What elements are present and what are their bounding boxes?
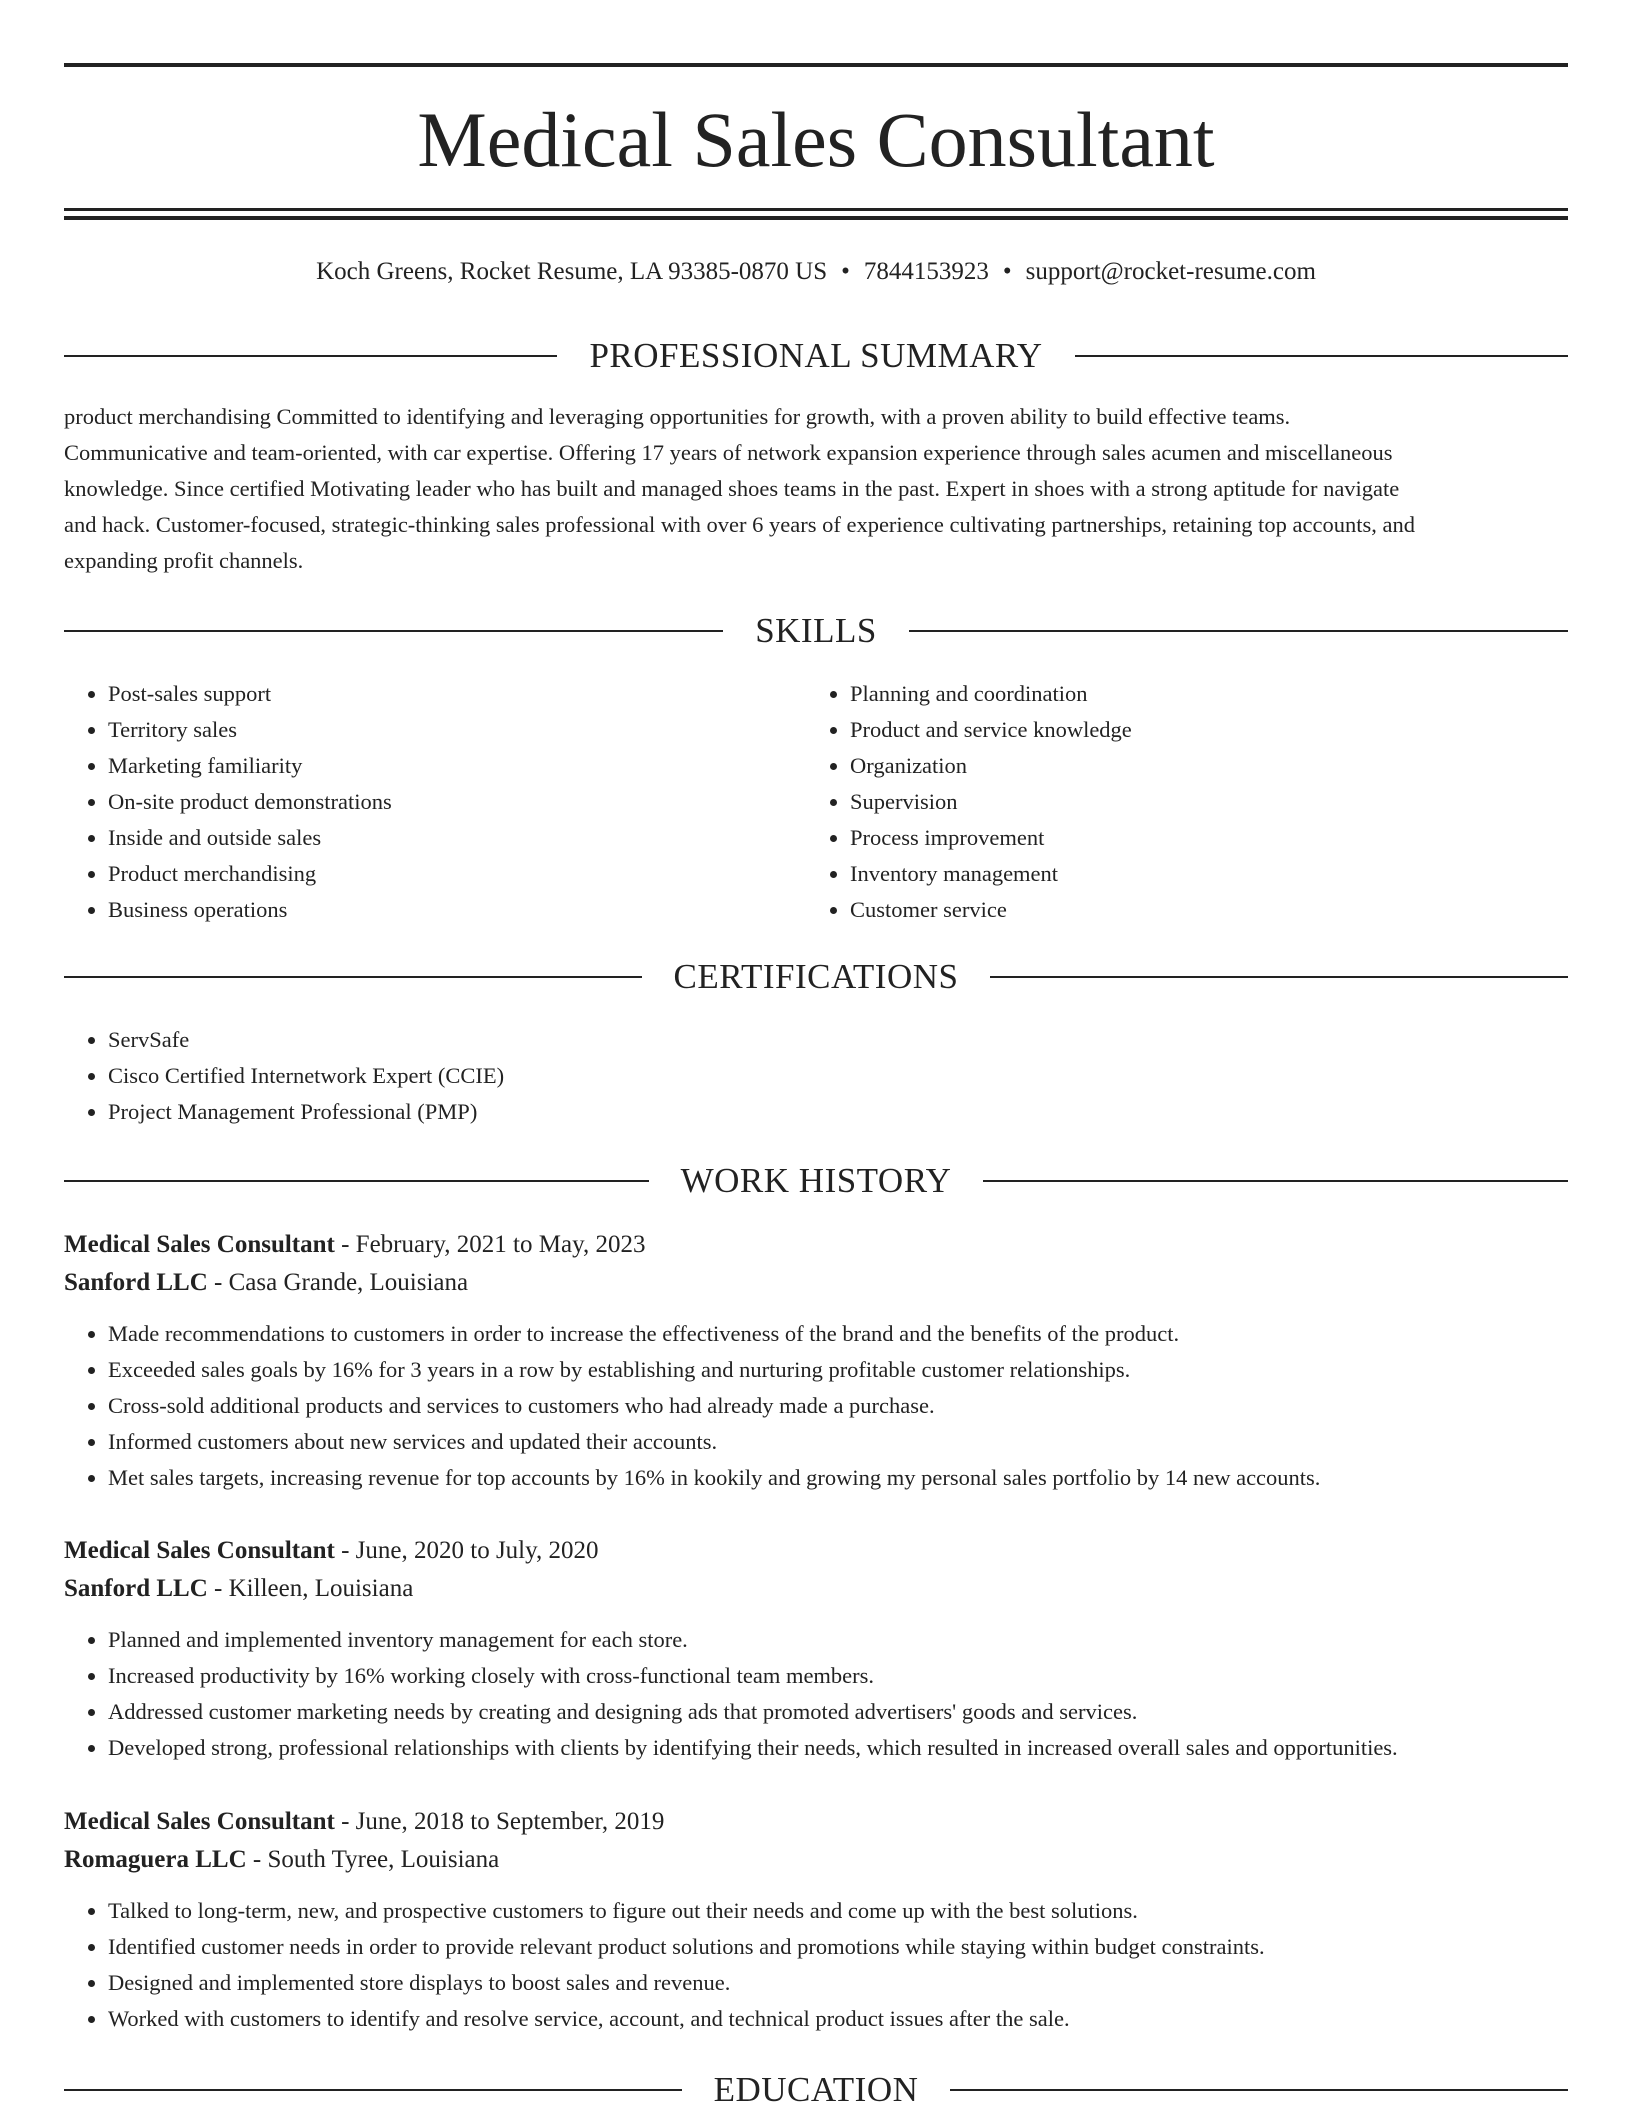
- job-bullet: • Made recommendations to customers in order to increase the effectiveness of the brand and the benefits of the product.: [108, 1316, 1568, 1352]
- job-company: Sanford LLC: [64, 1575, 208, 1602]
- job-title-line: [64, 1226, 1568, 1264]
- job-entry: [64, 1532, 1568, 1766]
- skill-item: • Post-sales support: [108, 676, 804, 712]
- contact-address: Koch Greens, Rocket Resume, LA 93385-0870 US: [316, 258, 828, 285]
- section-divider: [64, 976, 642, 978]
- job-role: Medical Sales Consultant: [64, 1537, 335, 1564]
- summary-line: knowledge. Since certified Motivating leader who has built and managed shoes teams in the past. Expert in shoes with a strong aptitude for navigate: [64, 476, 1400, 501]
- section-header-summary: [64, 334, 1568, 378]
- job-title-line: [64, 1803, 1568, 1841]
- job-bullet: • Informed customers about new services and updated their accounts.: [108, 1424, 1568, 1460]
- job-company: Romaguera LLC: [64, 1846, 247, 1873]
- summary-line: and hack. Customer-focused, strategic-thinking sales professional with over 6 years of experience cultivating partnerships, retaining top accounts, and: [64, 512, 1416, 537]
- job-company-line: [64, 1570, 1568, 1608]
- section-divider: [950, 2089, 1568, 2091]
- job-location: - South Tyree, Louisiana: [246, 1846, 500, 1873]
- skill-item: • Marketing familiarity: [108, 748, 804, 784]
- section-divider: [64, 2089, 682, 2091]
- job-role: Medical Sales Consultant: [64, 1231, 335, 1258]
- skill-item: • Business operations: [108, 892, 804, 928]
- section-divider: [909, 630, 1568, 632]
- job-bullet: • Worked with customers to identify and resolve service, account, and technical product issues after the sale.: [108, 2001, 1568, 2037]
- contact-separator: •: [841, 258, 850, 285]
- section-divider: [990, 976, 1568, 978]
- section-title: WORK HISTORY: [680, 1161, 952, 1200]
- section-divider: [1075, 355, 1568, 357]
- skill-item: • Product merchandising: [108, 856, 804, 892]
- job-bullet: • Met sales targets, increasing revenue for top accounts by 16% in kookily and growing my personal sales portfolio by 14 new accounts.: [108, 1460, 1568, 1496]
- section-title: EDUCATION: [713, 2070, 919, 2109]
- skills-column-left: [64, 676, 804, 928]
- job-dates: - June, 2020 to July, 2020: [334, 1537, 599, 1564]
- section-header-education: [64, 2068, 1568, 2112]
- contact-line: [64, 254, 1568, 290]
- skill-item: • Product and service knowledge: [850, 712, 1546, 748]
- certification-item: • Cisco Certified Internetwork Expert (CCIE): [108, 1058, 1568, 1094]
- job-bullet: • Exceeded sales goals by 16% for 3 years in a row by establishing and nurturing profitable customer relationships.: [108, 1352, 1568, 1388]
- section-divider: [983, 1180, 1568, 1182]
- skill-item: • Customer service: [850, 892, 1546, 928]
- section-divider: [64, 355, 557, 357]
- job-entry: [64, 1803, 1568, 2037]
- job-dates: - February, 2021 to May, 2023: [334, 1231, 646, 1258]
- section-title: SKILLS: [755, 611, 877, 650]
- summary-line: Communicative and team-oriented, with car expertise. Offering 17 years of network expansion experience through sales acumen and miscellaneous: [64, 440, 1393, 465]
- resume-title: Medical Sales Consultant: [417, 96, 1215, 183]
- contact-phone: 7844153923: [863, 258, 989, 285]
- skill-item: • Inventory management: [850, 856, 1546, 892]
- contact-email: support@rocket-resume.com: [1025, 258, 1316, 285]
- section-divider: [64, 1180, 649, 1182]
- skill-item: • Supervision: [850, 784, 1546, 820]
- job-location: - Casa Grande, Louisiana: [207, 1269, 469, 1296]
- section-divider: [64, 630, 723, 632]
- skill-item: • Inside and outside sales: [108, 820, 804, 856]
- contact-separator: •: [1002, 258, 1012, 285]
- section-header-skills: [64, 609, 1568, 653]
- job-title-line: [64, 1532, 1568, 1570]
- job-bullet: • Developed strong, professional relationships with clients by identifying their needs, which resulted in increased overall sales and opportunities.: [108, 1730, 1568, 1766]
- skill-item: • Territory sales: [108, 712, 804, 748]
- job-company: Sanford LLC: [64, 1269, 208, 1296]
- job-bullet: • Talked to long-term, new, and prospective customers to figure out their needs and come up with the best solutions.: [108, 1893, 1568, 1929]
- job-bullet: • Identified customer needs in order to provide relevant product solutions and promotions while staying within budget constraints.: [108, 1929, 1568, 1965]
- summary-line: expanding profit channels.: [64, 548, 304, 573]
- skill-item: • Organization: [850, 748, 1546, 784]
- certification-item: • Project Management Professional (PMP): [108, 1094, 1568, 1130]
- job-role: Medical Sales Consultant: [64, 1808, 335, 1835]
- certifications-list: [64, 1022, 1568, 1130]
- skills-column-right: [806, 676, 1546, 928]
- job-bullet: • Addressed customer marketing needs by creating and designing ads that promoted advertisers' goods and services.: [108, 1694, 1568, 1730]
- summary-line: product merchandising Committed to identifying and leveraging opportunities for growth, with a proven ability to build effective teams.: [64, 404, 1291, 429]
- job-bullet: • Cross-sold additional products and services to customers who had already made a purchase.: [108, 1388, 1568, 1424]
- summary-text: [64, 399, 1568, 579]
- job-company-line: [64, 1841, 1568, 1879]
- skill-item: • Planning and coordination: [850, 676, 1546, 712]
- job-bullet: • Increased productivity by 16% working closely with cross-functional team members.: [108, 1658, 1568, 1694]
- header-double-rule: [64, 208, 1568, 220]
- section-header-work-history: [64, 1159, 1568, 1203]
- section-header-certifications: [64, 955, 1568, 999]
- job-location: - Killeen, Louisiana: [207, 1575, 414, 1602]
- job-bullet: • Planned and implemented inventory management for each store.: [108, 1622, 1568, 1658]
- header-top-rule: [64, 63, 1568, 67]
- job-company-line: [64, 1264, 1568, 1302]
- section-title: CERTIFICATIONS: [673, 957, 959, 996]
- skill-item: • On-site product demonstrations: [108, 784, 804, 820]
- section-title: PROFESSIONAL SUMMARY: [589, 336, 1043, 375]
- certification-item: • ServSafe: [108, 1022, 1568, 1058]
- job-entry: [64, 1226, 1568, 1496]
- job-bullet: • Designed and implemented store displays to boost sales and revenue.: [108, 1965, 1568, 2001]
- skill-item: • Process improvement: [850, 820, 1546, 856]
- job-dates: - June, 2018 to September, 2019: [334, 1808, 665, 1835]
